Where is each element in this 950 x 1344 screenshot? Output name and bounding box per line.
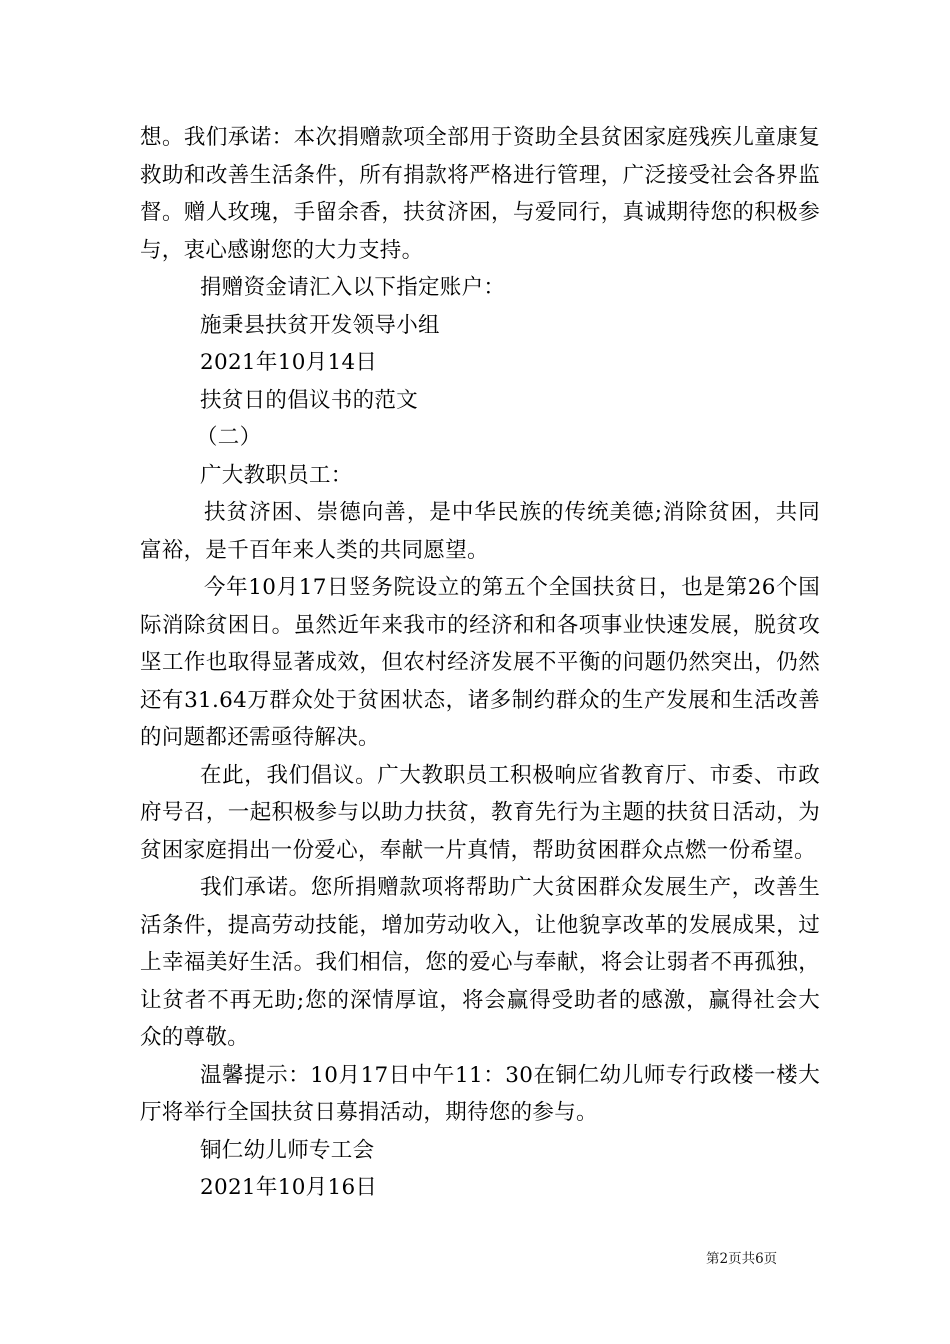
paragraph-promise: 我们承诺。您所捐赠款项将帮助广大贫困群众发展生产，改善生活条件，提高劳动技能，增加劳动收入，让他貌享改革的发展成果，过上幸福美好生活。我们相信，您的爱心与奉献，将会让弱者不再孤独，让贫者不再无助;您的深情厚谊，将会赢得受助者的感激，赢得社会大众的尊敬。 (140, 875, 820, 1050)
account-instruction: 捐赠资金请汇入以下指定账户： (200, 275, 506, 300)
document-body (140, 119, 820, 1207)
paragraph-reminder: 温馨提示：10月17日中午11：30在铜仁幼儿师专行政楼一楼大厅将举行全国扶贫日募捐活动，期待您的参与。 (140, 1062, 820, 1125)
section-title: 扶贫日的倡议书的范文 (200, 387, 419, 413)
paragraph-commitment: 想。我们承诺：本次捐赠款项全部用于资助全县贫困家庭残疾儿童康复救助和改善生活条件，所有捐款将严格进行管理，广泛接受社会各界监督。赠人玫瑰，手留余香，扶贫济困，与爱同行，真诚期待您的积极参与，衷心感谢您的大力支持。 (140, 125, 820, 263)
signature-organization: 施秉县扶贫开发领导小组 (200, 312, 440, 338)
signature-date-2: 2021年10月16日 (200, 1175, 378, 1200)
paragraph-background: 今年10月17日竖务院设立的第五个全国扶贫日，也是第26个国际消除贫困日。虽然近年来我市的经济和和各项事业快速发展，脱贫攻坚工作也取得显著成效，但农村经济发展不平衡的问题仍然突出，仍然还有31.64万群众处于贫困状态，诸多制约群众的生产发展和生活改善的问题都还需亟待解决。 (140, 575, 820, 750)
paragraph-virtue: 扶贫济困、崇德向善，是中华民族的传统美德;消除贫困，共同富裕，是千百年来人类的共同愿望。 (140, 500, 820, 563)
section-number: （二） (196, 425, 262, 450)
salutation: 广大教职员工： (200, 462, 353, 488)
signature-date: 2021年10月14日 (200, 350, 378, 375)
signature-union: 铜仁幼儿师专工会 (200, 1137, 375, 1163)
page-indicator: 第2页共6页 (706, 1251, 778, 1267)
paragraph-proposal: 在此，我们倡议。广大教职员工积极响应省教育厅、市委、市政府号召，一起积极参与以助力扶贫，教育先行为主题的扶贫日活动，为贫困家庭捐出一份爱心，奉献一片真情，帮助贫困群众点燃一份希望。 (140, 762, 820, 863)
